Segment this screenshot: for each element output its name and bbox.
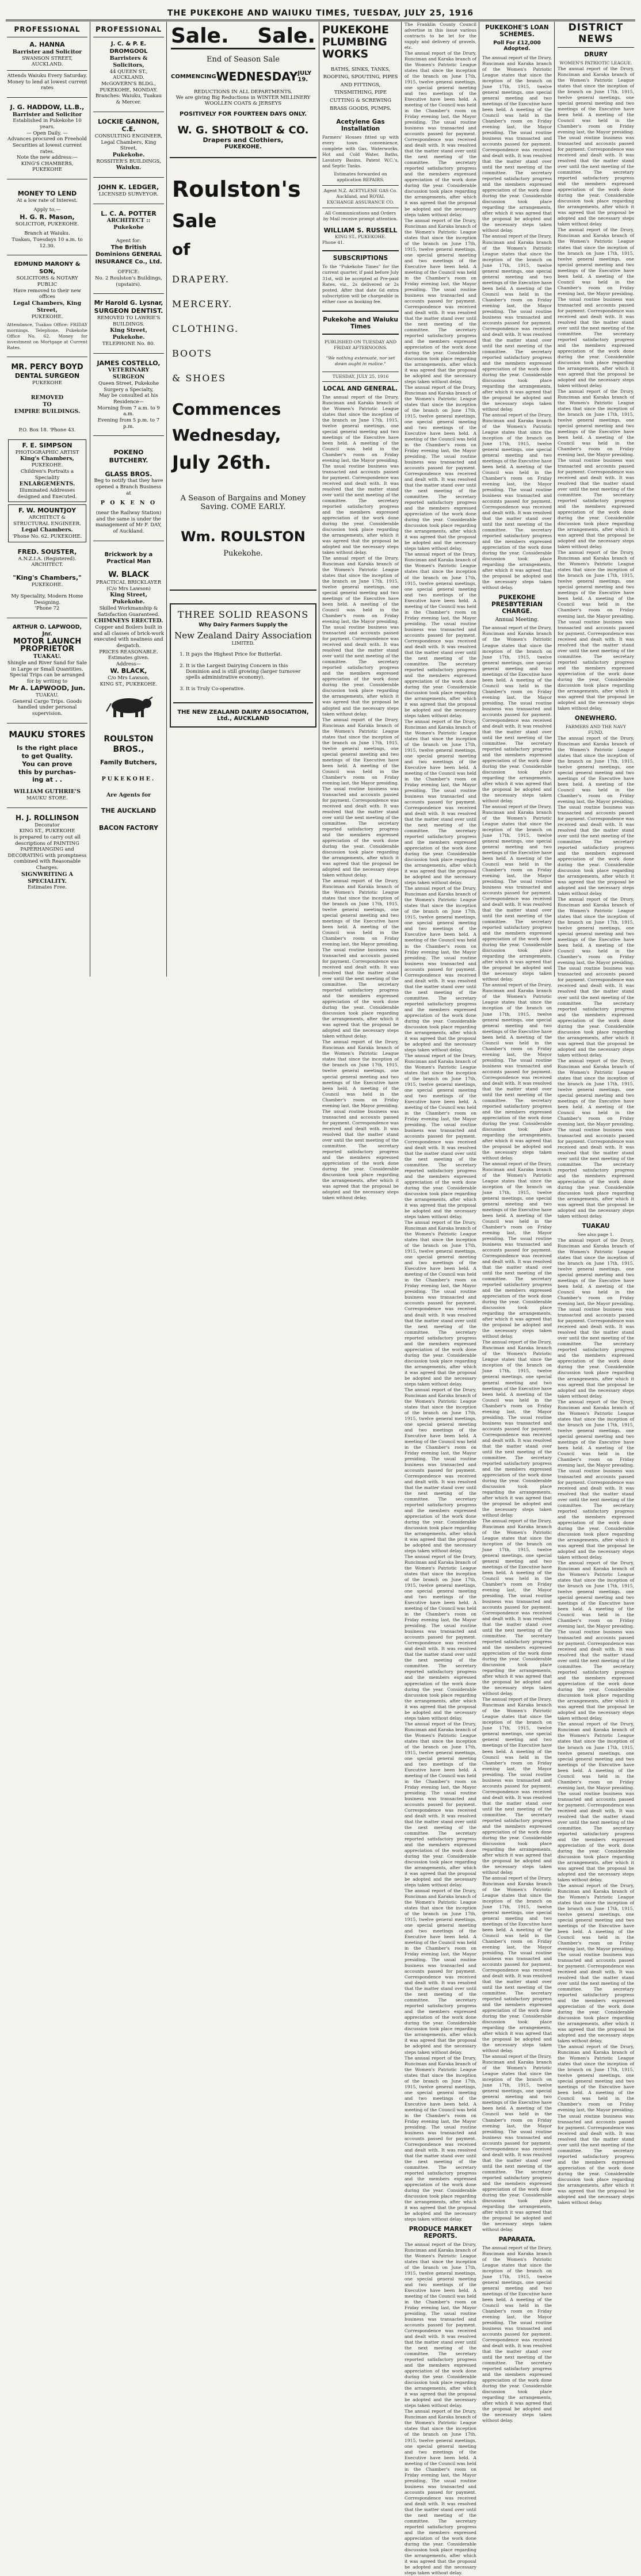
column-rule: [401, 22, 402, 977]
column-professional-2: [91, 22, 166, 978]
column-district-news: DISTRICT NEWS DRURY WOMEN'S PATRIOTIC LEAGUE. The annual report of the Drury, Runciman and Karaka branch of the Women's Patriotic League states that since the inception of the branch on June 17th, 1915, twelve general meetings, one special general meeting and two meetings of the Executive have been held. A meeting of the Council was held in the Chamber's room on Friday evening last, the Mayor presiding. The usual routine business was transacted and accounts passed for payment. Correspondence was received and dealt with. It was resolved that the matter stand over until the next meeting of the committee. The secretary reported satisfactory progress and the members expressed appreciation of the work done during the year. Considerable discussion took place regarding the arrangements, after which it was agreed that the proposal be adopted and the necessary steps taken without delay. The annual report of the Drury, Runciman and Karaka branch of the Women's Patriotic League states that since the inception of the branch on June 17th, 1915, twelve general meetings, one special general meeting and two meetings of the Executive have been held. A meeting of the Council was held in the Chamber's room on Friday evening last, the Mayor presiding. The usual routine business was transacted and accounts passed for payment. Correspondence was received and dealt with. It was resolved that the matter stand over until the next meeting of the committee. The secretary reported satisfactory progress and the members expressed appreciation of the work done during the year. Considerable discussion took place regarding the arrangements, after which it was agreed that the proposal be adopted and the necessary steps taken without delay. The annual report of the Drury, Runciman and Karaka branch of the Women's Patriotic League states that since the inception of the branch on June 17th, 1915, twelve general meetings, one special general meeting and two meetings of the Executive have been held. A meeting of the Council was held in the Chamber's room on Friday evening last, the Mayor presiding. The usual routine business was transacted and accounts passed for payment. Correspondence was received and dealt with. It was resolved that the matter stand over until the next meeting of the committee. The secretary reported satisfactory progress and the members expressed appreciation of the work done during the year. Considerable discussion took place regarding the arrangements, after which it was agreed that the proposal be adopted and the necessary steps taken without delay. The annual report of the Drury, Runciman and Karaka branch of the Women's Patriotic League states that since the inception of the branch on June 17th, 1915, twelve general meetings, one special general meeting and two meetings of the Executive have been held. A meeting of the Council was held in the Chamber's room on Friday evening last, the Mayor presiding. The usual routine business was transacted and accounts passed for payment. Correspondence was received and dealt with. It was resolved that the matter stand over until the next meeting of the committee. The secretary reported satisfactory progress and the members expressed appreciation of the work done during the year. Considerable discussion took place regarding the arrangements, after which it was agreed that the proposal be adopted and the necessary steps taken without delay. ONEWHERO. FARMERS AND THE NAVY FUND. The annual report of the Drury, Runciman and Karaka branch of the Women's Patriotic League states that since the inception of the branch on June 17th, 1915, twelve general meetings, one special general meeting and two meetings of the Executive have been held. A meeting of the Council was held in the Chamber's room on Friday evening last, the Mayor presiding. The usual routine business was transacted and accounts passed for payment. Correspondence was received and dealt with. It was resolved that the matter stand over until the next meeting of the committee. The secretary reported satisfactory progress and the members expressed appreciation of the work done during the year. Considerable discussion took place regarding the arrangements, after which it was agreed that the proposal be adopted and the necessary steps taken without delay. The annual report of the Drury, Runciman and Karaka branch of the Women's Patriotic League states that since the inception of the branch on June 17th, 1915, twelve general meetings, one special general meeting and two meetings of the Executive have been held. A meeting of the Council was held in the Chamber's room on Friday evening last, the Mayor presiding. The usual routine business was transacted and accounts passed for payment. Correspondence was received and dealt with. It was resolved that the matter stand over until the next meeting of the committee. The secretary reported satisfactory progress and the members expressed appreciation of the work done during the year. Considerable discussion took place regarding the arrangements, after which it was agreed that the proposal be adopted and the necessary steps taken without delay. The annual report of the Drury, Runciman and Karaka branch of the Women's Patriotic League states that since the inception of the branch on June 17th, 1915, twelve general meetings, one special general meeting and two meetings of the Executive have been held. A meeting of the Council was held in the Chamber's room on Friday evening last, the Mayor presiding. The usual routine business was transacted and accounts passed for payment. Correspondence was received and dealt with. It was resolved that the matter stand over until the next meeting of the committee. The secretary reported satisfactory progress and the members expressed appreciation of the work done during the year. Considerable discussion took place regarding the arrangements, after which it was agreed that the proposal be adopted and the necessary steps taken without delay. TUAKAU See also page 1. The annual report of the Drury, Runciman and Karaka branch of the Women's Patriotic League states that since the inception of the branch on June 17th, 1915, twelve general meetings, one special general meeting and two meetings of the Executive have been held. A meeting of the Council was held in the Chamber's room on Friday evening last, the Mayor presiding. The usual routine business was transacted and accounts passed for payment. Correspondence was received and dealt with. It was resolved that the matter stand over until the next meeting of the committee. The secretary reported satisfactory progress and the members expressed appreciation of the work done during the year. Considerable discussion took place regarding the arrangements, after which it was agreed that the proposal be adopted and the necessary steps taken without delay. The annual report of the Drury, Runciman and Karaka branch of the Women's Patriotic League states that since the inception of the branch on June 17th, 1915, twelve general meetings, one special general meeting and two meetings of the Executive have been held. A meeting of the Council was held in the Chamber's room on Friday evening last, the Mayor presiding. The usual routine business was transacted and accounts passed for payment. Correspondence was received and dealt with. It was resolved that the matter stand over until the next meeting of the committee. The secretary reported satisfactory progress and the members expressed appreciation of the work done during the year. Considerable discussion took place regarding the arrangements, after which it was agreed that the proposal be adopted and the necessary steps taken without delay. The annual report of the Drury, Runciman and Karaka branch of the Women's Patriotic League states that since the inception of the branch on June 17th, 1915, twelve general meetings, one special general meeting and two meetings of the Executive have been held. A meeting of the Council was held in the Chamber's room on Friday evening last, the Mayor presiding. The usual routine business was transacted and accounts passed for payment. Correspondence was received and dealt with. It was resolved that the matter stand over until the next meeting of the committee. The secretary reported satisfactory progress and the members expressed appreciation of the work done during the year. Considerable discussion took place regarding the arrangements, after which it was agreed that the proposal be adopted and the necessary steps taken without delay. The annual report of the Drury, Runciman and Karaka branch of the Women's Patriotic League states that since the inception of the branch on June 17th, 1915, twelve general meetings, one special general meeting and two meetings of the Executive have been held. A meeting of the Council was held in the Chamber's room on Friday evening last, the Mayor presiding. The usual routine business was transacted and accounts passed for payment. Correspondence was received and dealt with. It was resolved that the matter stand over until the next meeting of the committee. The secretary reported satisfactory progress and the members expressed appreciation of the work done during the year. Considerable discussion took place regarding the arrangements, after which it was agreed that the proposal be adopted and the necessary steps taken without delay. The annual report of the Drury, Runciman and Karaka branch of the Women's Patriotic League states that since the inception of the branch on June 17th, 1915, twelve general meetings, one special general meeting and two meetings of the Executive have been held. A meeting of the Council was held in the Chamber's room on Friday evening last, the Mayor presiding. The usual routine business was transacted and accounts passed for payment. Correspondence was received and dealt with. It was resolved that the matter stand over until the next meeting of the committee. The secretary reported satisfactory progress and the members expressed appreciation of the work done during the year. Considerable discussion took place regarding the arrangements, after which it was agreed that the proposal be adopted and the necessary steps taken without delay. The annual report of the Drury, Runciman and Karaka branch of the Women's Patriotic League states that since the inception of the branch on June 17th, 1915, twelve general meetings, one special general meeting and two meetings of the Executive have been held. A meeting of the Council was held in the Chamber's room on Friday evening last, the Mayor presiding. The usual routine business was transacted and accounts passed for payment. Correspondence was received and dealt with. It was resolved that the matter stand over until the next meeting of the committee. The secretary reported satisfactory progress and the members expressed appreciation of the work done during the year. Considerable discussion took place regarding the arrangements, after which it was agreed that the proposal be adopted and the necessary steps taken without delay.: [558, 22, 634, 2205]
list-item: 3. It is Truly Co-operative.: [186, 686, 311, 692]
subscriptions-notice: To the "Pukekohe Times" for the current quarter, if paid before July 31st, will be accepted at Pre-paid Rates, viz., 2s delivered or 2s posted. After that date 6d extra subscription will be chargeable in either case as booking fee.: [322, 264, 399, 304]
section-header: PROFESSIONAL: [7, 22, 87, 37]
section-header: PROFESSIONAL: [93, 22, 164, 37]
ad-dromgool: J. C. & P. E. DROMGOOL Barristers & Solicitors, 44 QUEEN ST., AUCKLAND. McGOVERN'S BLDG., PUKEKOHE, MONDAY. Branches: Waiuku, Tuakau & Mercer.: [95, 41, 162, 105]
ad-simpson: F. E. SIMPSON PHOTOGRAPHIC ARTIST King's Chambers, PUKEKOHE. Children's Portraits a Speciality ENLARGEMENTS. Illuminated Addresses designed and Executed.: [8, 439, 86, 502]
ad-costello: JAMES COSTELLO, VETERINARY SURGEON Queen Street, Pukekohe Surgery a Specialty, May be consulted at his Residence— Morning from 7 a.m. to 9 a.m. Evening from 5 p.m. to 7 p.m.: [97, 359, 161, 430]
ad-money-to-lend: MONEY TO LEND At a low rate of Interest. Apply to,— H. G. R. Mason, SOLICITOR, PUKEKOHE. Branch at Waiuku. Tuakau, Tuesdays 10 a.m. to 12.30.: [12, 190, 83, 249]
list-item: 2. It is the Largest Dairying Concern in this Dominion and is still growing (larger turnover spells administrative economy).: [186, 663, 311, 680]
ad-souster: FRED. SOUSTER, A.N.Z.I.A. (Registered). ARCHITECT. "King's Chambers," PUKEKOHE. My Speciality, Modern Home Designing. 'Phone 72: [11, 548, 83, 612]
ad-roulstons-sale: Roulston's Sale of DRAPERY. MERCERY. CLOTHING. BOOTS & SHOES Commences Wednesday, July 26th. A Season of Bargains and Money Saving. COME EARLY. Wm. ROULSTON Pukekohe.: [170, 158, 316, 591]
ad-roulston-bros: ROULSTON BROS., Family Butchers, PUKEKOHE. Are Agents for THE AUCKLAND BACON FACTORY: [93, 691, 164, 835]
ad-rollinson: H. J. ROLLINSON Decorator KING ST., PUKEKOHE is prepared to carry out all descriptions of PAINTING PAPERHANGING and DECORATING with promptness combined with Reasonable Charges. SIGNWRITING A SPECIALITY. Estimates Free.: [7, 813, 87, 891]
column-news-1: The Franklin County Council advertise in this issue various contracts to be let for the supply and delivery of gravels, etc. The annual report of the Drury, Runciman and Karaka branch of the Women's Patriotic League states that since the inception of the branch on June 17th, 1915, twelve general meetings, one special general meeting and two meetings of the Executive have been held. A meeting of the Council was held in the Chamber's room on Friday evening last, the Mayor presiding. The usual routine business was transacted and accounts passed for payment. Correspondence was received and dealt with. It was resolved that the matter stand over until the next meeting of the committee. The secretary reported satisfactory progress and the members expressed appreciation of the work done during the year. Considerable discussion took place regarding the arrangements, after which it was agreed that the proposal be adopted and the necessary steps taken without delay. The annual report of the Drury, Runciman and Karaka branch of the Women's Patriotic League states that since the inception of the branch on June 17th, 1915, twelve general meetings, one special general meeting and two meetings of the Executive have been held. A meeting of the Council was held in the Chamber's room on Friday evening last, the Mayor presiding. The usual routine business was transacted and accounts passed for payment. Correspondence was received and dealt with. It was resolved that the matter stand over until the next meeting of the committee. The secretary reported satisfactory progress and the members expressed appreciation of the work done during the year. Considerable discussion took place regarding the arrangements, after which it was agreed that the proposal be adopted and the necessary steps taken without delay. The annual report of the Drury, Runciman and Karaka branch of the Women's Patriotic League states that since the inception of the branch on June 17th, 1915, twelve general meetings, one special general meeting and two meetings of the Executive have been held. A meeting of the Council was held in the Chamber's room on Friday evening last, the Mayor presiding. The usual routine business was transacted and accounts passed for payment. Correspondence was received and dealt with. It was resolved that the matter stand over until the next meeting of the committee. The secretary reported satisfactory progress and the members expressed appreciation of the work done during the year. Considerable discussion took place regarding the arrangements, after which it was agreed that the proposal be adopted and the necessary steps taken without delay. The annual report of the Drury, Runciman and Karaka branch of the Women's Patriotic League states that since the inception of the branch on June 17th, 1915, twelve general meetings, one special general meeting and two meetings of the Executive have been held. A meeting of the Council was held in the Chamber's room on Friday evening last, the Mayor presiding. The usual routine business was transacted and accounts passed for payment. Correspondence was received and dealt with. It was resolved that the matter stand over until the next meeting of the committee. The secretary reported satisfactory progress and the members expressed appreciation of the work done during the year. Considerable discussion took place regarding the arrangements, after which it was agreed that the proposal be adopted and the necessary steps taken without delay. The annual report of the Drury, Runciman and Karaka branch of the Women's Patriotic League states that since the inception of the branch on June 17th, 1915, twelve general meetings, one special general meeting and two meetings of the Executive have been held. A meeting of the Council was held in the Chamber's room on Friday evening last, the Mayor presiding. The usual routine business was transacted and accounts passed for payment. Correspondence was received and dealt with. It was resolved that the matter stand over until the next meeting of the committee. The secretary reported satisfactory progress and the members expressed appreciation of the work done during the year. Considerable discussion took place regarding the arrangements, after which it was agreed that the proposal be adopted and the necessary steps taken without delay. The annual report of the Drury, Runciman and Karaka branch of the Women's Patriotic League states that since the inception of the branch on June 17th, 1915, twelve general meetings, one special general meeting and two meetings of the Executive have been held. A meeting of the Council was held in the Chamber's room on Friday evening last, the Mayor presiding. The usual routine business was transacted and accounts passed for payment. Correspondence was received and dealt with. It was resolved that the matter stand over until the next meeting of the committee. The secretary reported satisfactory progress and the members expressed appreciation of the work done during the year. Considerable discussion took place regarding the arrangements, after which it was agreed that the proposal be adopted and the necessary steps taken without delay. The annual report of the Drury, Runciman and Karaka branch of the Women's Patriotic League states that since the inception of the branch on June 17th, 1915, twelve general meetings, one special general meeting and two meetings of the Executive have been held. A meeting of the Council was held in the Chamber's room on Friday evening last, the Mayor presiding. The usual routine business was transacted and accounts passed for payment. Correspondence was received and dealt with. It was resolved that the matter stand over until the next meeting of the committee. The secretary reported satisfactory progress and the members expressed appreciation of the work done during the year. Considerable discussion took place regarding the arrangements, after which it was agreed that the proposal be adopted and the necessary steps taken without delay. The annual report of the Drury, Runciman and Karaka branch of the Women's Patriotic League states that since the inception of the branch on June 17th, 1915, twelve general meetings, one special general meeting and two meetings of the Executive have been held. A meeting of the Council was held in the Chamber's room on Friday evening last, the Mayor presiding. The usual routine business was transacted and accounts passed for payment. Correspondence was received and dealt with. It was resolved that the matter stand over until the next meeting of the committee. The secretary reported satisfactory progress and the members expressed appreciation of the work done during the year. Considerable discussion took place regarding the arrangements, after which it was agreed that the proposal be adopted and the necessary steps taken without delay. The annual report of the Drury, Runciman and Karaka branch of the Women's Patriotic League states that since the inception of the branch on June 17th, 1915, twelve general meetings, one special general meeting and two meetings of the Executive have been held. A meeting of the Council was held in the Chamber's room on Friday evening last, the Mayor presiding. The usual routine business was transacted and accounts passed for payment. Correspondence was received and dealt with. It was resolved that the matter stand over until the next meeting of the committee. The secretary reported satisfactory progress and the members expressed appreciation of the work done during the year. Considerable discussion took place regarding the arrangements, after which it was agreed that the proposal be adopted and the necessary steps taken without delay. The annual report of the Drury, Runciman and Karaka branch of the Women's Patriotic League states that since the inception of the branch on June 17th, 1915, twelve general meetings, one special general meeting and two meetings of the Executive have been held. A meeting of the Council was held in the Chamber's room on Friday evening last, the Mayor presiding. The usual routine business was transacted and accounts passed for payment. Correspondence was received and dealt with. It was resolved that the matter stand over until the next meeting of the committee. The secretary reported satisfactory progress and the members expressed appreciation of the work done during the year. Considerable discussion took place regarding the arrangements, after which it was agreed that the proposal be adopted and the necessary steps taken without delay. The annual report of the Drury, Runciman and Karaka branch of the Women's Patriotic League states that since the inception of the branch on June 17th, 1915, twelve general meetings, one special general meeting and two meetings of the Executive have been held. A meeting of the Council was held in the Chamber's room on Friday evening last, the Mayor presiding. The usual routine business was transacted and accounts passed for payment. Correspondence was received and dealt with. It was resolved that the matter stand over until the next meeting of the committee. The secretary reported satisfactory progress and the members expressed appreciation of the work done during the year. Considerable discussion took place regarding the arrangements, after which it was agreed that the proposal be adopted and the necessary steps taken without delay. The annual report of the Drury, Runciman and Karaka branch of the Women's Patriotic League states that since the inception of the branch on June 17th, 1915, twelve general meetings, one special general meeting and two meetings of the Executive have been held. A meeting of the Council was held in the Chamber's room on Friday evening last, the Mayor presiding. The usual routine business was transacted and accounts passed for payment. Correspondence was received and dealt with. It was resolved that the matter stand over until the next meeting of the committee. The secretary reported satisfactory progress and the members expressed appreciation of the work done during the year. Considerable discussion took place regarding the arrangements, after which it was agreed that the proposal be adopted and the necessary steps taken without delay. The annual report of the Drury, Runciman and Karaka branch of the Women's Patriotic League states that since the inception of the branch on June 17th, 1915, twelve general meetings, one special general meeting and two meetings of the Executive have been held. A meeting of the Council was held in the Chamber's room on Friday evening last, the Mayor presiding. The usual routine business was transacted and accounts passed for payment. Correspondence was received and dealt with. It was resolved that the matter stand over until the next meeting of the committee. The secretary reported satisfactory progress and the members expressed appreciation of the work done during the year. Considerable discussion took place regarding the arrangements, after which it was agreed that the proposal be adopted and the necessary steps taken without delay. PRODUCE MARKET REPORTS. The annual report of the Drury, Runciman and Karaka branch of the Women's Patriotic League states that since the inception of the branch on June 17th, 1915, twelve general meetings, one special general meeting and two meetings of the Executive have been held. A meeting of the Council was held in the Chamber's room on Friday evening last, the Mayor presiding. The usual routine business was transacted and accounts passed for payment. Correspondence was received and dealt with. It was resolved that the matter stand over until the next meeting of the committee. The secretary reported satisfactory progress and the members expressed appreciation of the work done during the year. Considerable discussion took place regarding the arrangements, after which it was agreed that the proposal be adopted and the necessary steps taken without delay. The annual report of the Drury, Runciman and Karaka branch of the Women's Patriotic League states that since the inception of the branch on June 17th, 1915, twelve general meetings, one special general meeting and two meetings of the Executive have been held. A meeting of the Council was held in the Chamber's room on Friday evening last, the Mayor presiding. The usual routine business was transacted and accounts passed for payment. Correspondence was received and dealt with. It was resolved that the matter stand over until the next meeting of the committee. The secretary reported satisfactory progress and the members expressed appreciation of the work done during the year. Considerable discussion took place regarding the arrangements, after which it was agreed that the proposal be adopted and the necessary steps taken without delay.: [405, 22, 476, 2575]
column-sale-ads: [167, 22, 319, 978]
produce-heading: PRODUCE MARKET REPORTS.: [409, 2225, 472, 2240]
ad-hanna: A. HANNA Barrister and Solicitor SWANSON STREET, AUCKLAND. Attends Waiuku Every Saturday. Money to lend at lowest current rates: [7, 41, 87, 91]
ad-pokeno-butchery: POKENO BUTCHERY. GLASS BROS. Beg to notify that they have opened a Branch Business at P O K E N O (near the Railway Station) and the same is under the management of Mr F. DAY, of Auckland.: [94, 449, 163, 534]
ad-three-solid-reasons: THREE SOLID REASONS Why Dairy Farmers Supply the New Zealand Dairy Association LIMITED. 1. It pays the Highest Price for Butterfat. 2. It is the Largest Dairying Concern in this Dominion and is still growing (larger turnover spells administrative economy). 3. It is Truly Co-operative. THE NEW ZEALAND DAIRY ASSOCIATION, Ltd., AUCKLAND: [170, 603, 316, 728]
ad-shotbolt-sale: Sale. Sale. End of Season Sale COMMENCING WEDNESDAY JULY 19. REDUCTIONS IN ALL DEPARTMENTS. We are giving Big Reductions in WINTER MILLINERY WOOLLEN COATS & JERSEYS POSITIVELY FOR FOURTEEN DAYS ONLY. W. G. SHOTBOLT & CO. Drapers and Clothiers, PUKEKOHE.: [170, 22, 316, 158]
district-news-header: DISTRICT NEWS: [558, 22, 634, 48]
ad-marony: EDMUND MARONY & SON, SOLICITORS & NOTARY PUBLIC Have removed to their new offices Legal Chambers, King Street, PUKEKOHE. Attendance, Tuakau Office: FRIDAY mornings. Telephone, Pukekohe Office No. 62. Money for investment on Mortgage at Current Rates.: [7, 261, 87, 351]
ad-ledger: JOHN K. LEDGER, LICENSED SURVEYOR.: [98, 183, 159, 197]
paper-title: Pukekohe and Waiuku Times: [322, 316, 399, 335]
ad-gannon: LOCKIE GANNON, C.E. CONSULTING ENGINEER, Legal Chambers, King Street, Pukekohe. ROSSITER'S BUILDINGS, Waiuku.: [94, 117, 163, 171]
ad-lysnar: Mr Harold G. Lysnar, SURGEON DENTIST. REMOVED TO LAWRIE'S BUILDINGS. King Street, Pukekohe. TELEPHONE No. 80.: [94, 300, 163, 347]
bull-illustration: [103, 694, 155, 719]
list-item: 1. It pays the Highest Price for Butterfat.: [186, 652, 311, 657]
subscriptions-heading: SUBSCRIPTIONS: [333, 255, 388, 262]
local-general-heading: LOCAL AND GENERAL.: [323, 385, 398, 392]
ad-haddow: J. G. HADDOW, LL.B., Barrister and Solicitor Established in Pukekohe 10 years. — Open Daily. — Advances procured on Freehold Securities at lowest current rates. Note the new address:— KING'S CHAMBERS, PUKEKOHE: [7, 103, 87, 173]
ad-percy-boyd: MR. PERCY BOYD DENTAL SURGEON PUKEKOHE REMOVED TO EMPIRE BUILDINGS. P.O. Box 18. 'Phone 43.: [11, 363, 83, 434]
ad-mountjoy: F. W. MOUNTJOY ARCHITECT & STRUCTURAL ENGINEER. Legal Chambers. 'Phone No. 62. PUKEKOHE.: [8, 504, 86, 542]
ad-black-bricklayer: Brickwork by a Practical Man W. BLACK PRACTICAL BRICKLAYER (C/o Mrs Lawson) King Street, Pukekohe. Skilled Workmanship & Satisfaction Guaranteed. CHIMNEYS ERECTED. Copper and Boilers built in and all classes of brick-work executed with neatness and despatch. PRICES REASONABLE. Estimates given. Address— W. BLACK, C/o Mrs Lawson, KING ST., PUKEKOHE.: [93, 551, 164, 687]
reasons-list: [175, 652, 311, 692]
ad-lapwood: ARTHUR O. LAPWOOD, Jnr. MOTOR LAUNCH PROPRIETOR TUAKAU. Shingle and River Sand for Sale in Large or Small Quantities. Special Trips can be arranged for by writing to Mr A. LAPWOOD, Jun. TUAKAU. General Cargo Trips. Goods handled under personal supervision.: [7, 624, 87, 717]
ad-plumbing-works: PUKEKOHE PLUMBING WORKS BATHS, SINKS, TANKS, ROOFING, SPOUTING, PIPES AND FITTINGS, TINSMITHING, PIPE CUTTING & SCREWING BRASS GOODS, PUMPS. Acetylene Gas Installation Farmers' Houses fitted up with every town convenience, complete with Gas, Waterworks, Hot and Cold Water, Baths, Lavatory Basins, Patent W.C.'s, and Septic Tanks. Estimates forwarded on application REPAIRS. Agent N.Z. ACETYLENE GAS Co. Auckland, and ROYAL EXCHANGE ASSURANCE CO. All Communications and Orders by Mail receive prompt attention. WILLIAM S. RUSSELL KING ST., PUKEKOHE. Phone 41.: [322, 24, 399, 246]
column-rule: [166, 22, 167, 977]
column-plumbing-local: PUKEKOHE PLUMBING WORKS BATHS, SINKS, TANKS, ROOFING, SPOUTING, PIPES AND FITTINGS, TINSMITHING, PIPE CUTTING & SCREWING BRASS GOODS, PUMPS. Acetylene Gas Installation Farmers' Houses fitted up with every town convenience, complete with Gas, Waterworks, Hot and Cold Water, Baths, Lavatory Basins, Patent W.C.'s, and Septic Tanks. Estimates forwarded on application REPAIRS. Agent N.Z. ACETYLENE GAS Co. Auckland, and ROYAL EXCHANGE ASSURANCE CO. All Communications and Orders by Mail receive prompt attention. WILLIAM S. RUSSELL KING ST., PUKEKOHE. Phone 41. SUBSCRIPTIONS To the "Pukekohe Times" for the current quarter, if paid before July 31st, will be accepted at Pre-paid Rates, viz., 2s delivered or 2s posted. After that date 6d extra subscription will be chargeable in either case as booking fee. Pukekohe and Waiuku Times PUBLISHED ON TUESDAY AND FRIDAY AFTERNOONS. "We nothing extenuate, nor set down aught in malice." TUESDAY, JULY 25, 1916 LOCAL AND GENERAL. The annual report of the Drury, Runciman and Karaka branch of the Women's Patriotic League states that since the inception of the branch on June 17th, 1915, twelve general meetings, one special general meeting and two meetings of the Executive have been held. A meeting of the Council was held in the Chamber's room on Friday evening last, the Mayor presiding. The usual routine business was transacted and accounts passed for payment. Correspondence was received and dealt with. It was resolved that the matter stand over until the next meeting of the committee. The secretary reported satisfactory progress and the members expressed appreciation of the work done during the year. Considerable discussion took place regarding the arrangements, after which it was agreed that the proposal be adopted and the necessary steps taken without delay. The annual report of the Drury, Runciman and Karaka branch of the Women's Patriotic League states that since the inception of the branch on June 17th, 1915, twelve general meetings, one special general meeting and two meetings of the Executive have been held. A meeting of the Council was held in the Chamber's room on Friday evening last, the Mayor presiding. The usual routine business was transacted and accounts passed for payment. Correspondence was received and dealt with. It was resolved that the matter stand over until the next meeting of the committee. The secretary reported satisfactory progress and the members expressed appreciation of the work done during the year. Considerable discussion took place regarding the arrangements, after which it was agreed that the proposal be adopted and the necessary steps taken without delay. The annual report of the Drury, Runciman and Karaka branch of the Women's Patriotic League states that since the inception of the branch on June 17th, 1915, twelve general meetings, one special general meeting and two meetings of the Executive have been held. A meeting of the Council was held in the Chamber's room on Friday evening last, the Mayor presiding. The usual routine business was transacted and accounts passed for payment. Correspondence was received and dealt with. It was resolved that the matter stand over until the next meeting of the committee. The secretary reported satisfactory progress and the members expressed appreciation of the work done during the year. Considerable discussion took place regarding the arrangements, after which it was agreed that the proposal be adopted and the necessary steps taken without delay. The annual report of the Drury, Runciman and Karaka branch of the Women's Patriotic League states that since the inception of the branch on June 17th, 1915, twelve general meetings, one special general meeting and two meetings of the Executive have been held. A meeting of the Council was held in the Chamber's room on Friday evening last, the Mayor presiding. The usual routine business was transacted and accounts passed for payment. Correspondence was received and dealt with. It was resolved that the matter stand over until the next meeting of the committee. The secretary reported satisfactory progress and the members expressed appreciation of the work done during the year. Considerable discussion took place regarding the arrangements, after which it was agreed that the proposal be adopted and the necessary steps taken without delay. The annual report of the Drury, Runciman and Karaka branch of the Women's Patriotic League states that since the inception of the branch on June 17th, 1915, twelve general meetings, one special general meeting and two meetings of the Executive have been held. A meeting of the Council was held in the Chamber's room on Friday evening last, the Mayor presiding. The usual routine business was transacted and accounts passed for payment. Correspondence was received and dealt with. It was resolved that the matter stand over until the next meeting of the committee. The secretary reported satisfactory progress and the members expressed appreciation of the work done during the year. Considerable discussion took place regarding the arrangements, after which it was agreed that the proposal be adopted and the necessary steps taken without delay.: [322, 24, 399, 1200]
masthead: THE PUKEKOHE AND WAIUKU TIMES, TUESDAY, JULY 25, 1916: [6, 5, 635, 21]
column-professional-1: [5, 22, 90, 978]
ad-potter: L. C. A. POTTER ARCHITECT :: Pukekohe: [101, 209, 157, 231]
ad-mauku-stores: MAUKU STORES Is the right place to get Quality. You can prove this by purchas- ing at . . WILLIAM GUTHRIE'S MAUKU STORE.: [9, 729, 86, 802]
ad-british-dominions: Agent for: The British Dominions GENERAL INSURANCE Co., Ltd. OFFICE: No. 2 Roulston's Buildings, (upstairs).: [95, 238, 162, 288]
column-rule: [554, 22, 555, 977]
column-news-2: PUKEKOHE'S LOAN SCHEMES. Poll For £12,000 Adopted. The annual report of the Drury, Runciman and Karaka branch of the Women's Patriotic League states that since the inception of the branch on June 17th, 1915, twelve general meetings, one special general meeting and two meetings of the Executive have been held. A meeting of the Council was held in the Chamber's room on Friday evening last, the Mayor presiding. The usual routine business was transacted and accounts passed for payment. Correspondence was received and dealt with. It was resolved that the matter stand over until the next meeting of the committee. The secretary reported satisfactory progress and the members expressed appreciation of the work done during the year. Considerable discussion took place regarding the arrangements, after which it was agreed that the proposal be adopted and the necessary steps taken without delay. The annual report of the Drury, Runciman and Karaka branch of the Women's Patriotic League states that since the inception of the branch on June 17th, 1915, twelve general meetings, one special general meeting and two meetings of the Executive have been held. A meeting of the Council was held in the Chamber's room on Friday evening last, the Mayor presiding. The usual routine business was transacted and accounts passed for payment. Correspondence was received and dealt with. It was resolved that the matter stand over until the next meeting of the committee. The secretary reported satisfactory progress and the members expressed appreciation of the work done during the year. Considerable discussion took place regarding the arrangements, after which it was agreed that the proposal be adopted and the necessary steps taken without delay. The annual report of the Drury, Runciman and Karaka branch of the Women's Patriotic League states that since the inception of the branch on June 17th, 1915, twelve general meetings, one special general meeting and two meetings of the Executive have been held. A meeting of the Council was held in the Chamber's room on Friday evening last, the Mayor presiding. The usual routine business was transacted and accounts passed for payment. Correspondence was received and dealt with. It was resolved that the matter stand over until the next meeting of the committee. The secretary reported satisfactory progress and the members expressed appreciation of the work done during the year. Considerable discussion took place regarding the arrangements, after which it was agreed that the proposal be adopted and the necessary steps taken without delay. PUKEKOHE PRESBYTERIAN CHARGE. Annual Meeting. The annual report of the Drury, Runciman and Karaka branch of the Women's Patriotic League states that since the inception of the branch on June 17th, 1915, twelve general meetings, one special general meeting and two meetings of the Executive have been held. A meeting of the Council was held in the Chamber's room on Friday evening last, the Mayor presiding. The usual routine business was transacted and accounts passed for payment. Correspondence was received and dealt with. It was resolved that the matter stand over until the next meeting of the committee. The secretary reported satisfactory progress and the members expressed appreciation of the work done during the year. Considerable discussion took place regarding the arrangements, after which it was agreed that the proposal be adopted and the necessary steps taken without delay. The annual report of the Drury, Runciman and Karaka branch of the Women's Patriotic League states that since the inception of the branch on June 17th, 1915, twelve general meetings, one special general meeting and two meetings of the Executive have been held. A meeting of the Council was held in the Chamber's room on Friday evening last, the Mayor presiding. The usual routine business was transacted and accounts passed for payment. Correspondence was received and dealt with. It was resolved that the matter stand over until the next meeting of the committee. The secretary reported satisfactory progress and the members expressed appreciation of the work done during the year. Considerable discussion took place regarding the arrangements, after which it was agreed that the proposal be adopted and the necessary steps taken without delay. The annual report of the Drury, Runciman and Karaka branch of the Women's Patriotic League states that since the inception of the branch on June 17th, 1915, twelve general meetings, one special general meeting and two meetings of the Executive have been held. A meeting of the Council was held in the Chamber's room on Friday evening last, the Mayor presiding. The usual routine business was transacted and accounts passed for payment. Correspondence was received and dealt with. It was resolved that the matter stand over until the next meeting of the committee. The secretary reported satisfactory progress and the members expressed appreciation of the work done during the year. Considerable discussion took place regarding the arrangements, after which it was agreed that the proposal be adopted and the necessary steps taken without delay. The annual report of the Drury, Runciman and Karaka branch of the Women's Patriotic League states that since the inception of the branch on June 17th, 1915, twelve general meetings, one special general meeting and two meetings of the Executive have been held. A meeting of the Council was held in the Chamber's room on Friday evening last, the Mayor presiding. The usual routine business was transacted and accounts passed for payment. Correspondence was received and dealt with. It was resolved that the matter stand over until the next meeting of the committee. The secretary reported satisfactory progress and the members expressed appreciation of the work done during the year. Considerable discussion took place regarding the arrangements, after which it was agreed that the proposal be adopted and the necessary steps taken without delay. The annual report of the Drury, Runciman and Karaka branch of the Women's Patriotic League states that since the inception of the branch on June 17th, 1915, twelve general meetings, one special general meeting and two meetings of the Executive have been held. A meeting of the Council was held in the Chamber's room on Friday evening last, the Mayor presiding. The usual routine business was transacted and accounts passed for payment. Correspondence was received and dealt with. It was resolved that the matter stand over until the next meeting of the committee. The secretary reported satisfactory progress and the members expressed appreciation of the work done during the year. Considerable discussion took place regarding the arrangements, after which it was agreed that the proposal be adopted and the necessary steps taken without delay. The annual report of the Drury, Runciman and Karaka branch of the Women's Patriotic League states that since the inception of the branch on June 17th, 1915, twelve general meetings, one special general meeting and two meetings of the Executive have been held. A meeting of the Council was held in the Chamber's room on Friday evening last, the Mayor presiding. The usual routine business was transacted and accounts passed for payment. Correspondence was received and dealt with. It was resolved that the matter stand over until the next meeting of the committee. The secretary reported satisfactory progress and the members expressed appreciation of the work done during the year. Considerable discussion took place regarding the arrangements, after which it was agreed that the proposal be adopted and the necessary steps taken without delay. The annual report of the Drury, Runciman and Karaka branch of the Women's Patriotic League states that since the inception of the branch on June 17th, 1915, twelve general meetings, one special general meeting and two meetings of the Executive have been held. A meeting of the Council was held in the Chamber's room on Friday evening last, the Mayor presiding. The usual routine business was transacted and accounts passed for payment. Correspondence was received and dealt with. It was resolved that the matter stand over until the next meeting of the committee. The secretary reported satisfactory progress and the members expressed appreciation of the work done during the year. Considerable discussion took place regarding the arrangements, after which it was agreed that the proposal be adopted and the necessary steps taken without delay. The annual report of the Drury, Runciman and Karaka branch of the Women's Patriotic League states that since the inception of the branch on June 17th, 1915, twelve general meetings, one special general meeting and two meetings of the Executive have been held. A meeting of the Council was held in the Chamber's room on Friday evening last, the Mayor presiding. The usual routine business was transacted and accounts passed for payment. Correspondence was received and dealt with. It was resolved that the matter stand over until the next meeting of the committee. The secretary reported satisfactory progress and the members expressed appreciation of the work done during the year. Considerable discussion took place regarding the arrangements, after which it was agreed that the proposal be adopted and the necessary steps taken without delay. The annual report of the Drury, Runciman and Karaka branch of the Women's Patriotic League states that since the inception of the branch on June 17th, 1915, twelve general meetings, one special general meeting and two meetings of the Executive have been held. A meeting of the Council was held in the Chamber's room on Friday evening last, the Mayor presiding. The usual routine business was transacted and accounts passed for payment. Correspondence was received and dealt with. It was resolved that the matter stand over until the next meeting of the committee. The secretary reported satisfactory progress and the members expressed appreciation of the work done during the year. Considerable discussion took place regarding the arrangements, after which it was agreed that the proposal be adopted and the necessary steps taken without delay. PAPARATA. The annual report of the Drury, Runciman and Karaka branch of the Women's Patriotic League states that since the inception of the branch on June 17th, 1915, twelve general meetings, one special general meeting and two meetings of the Executive have been held. A meeting of the Council was held in the Chamber's room on Friday evening last, the Mayor presiding. The usual routine business was transacted and accounts passed for payment. Correspondence was received and dealt with. It was resolved that the matter stand over until the next meeting of the committee. The secretary reported satisfactory progress and the members expressed appreciation of the work done during the year. Considerable discussion took place regarding the arrangements, after which it was agreed that the proposal be adopted and the necessary steps taken without delay.: [482, 24, 552, 2424]
